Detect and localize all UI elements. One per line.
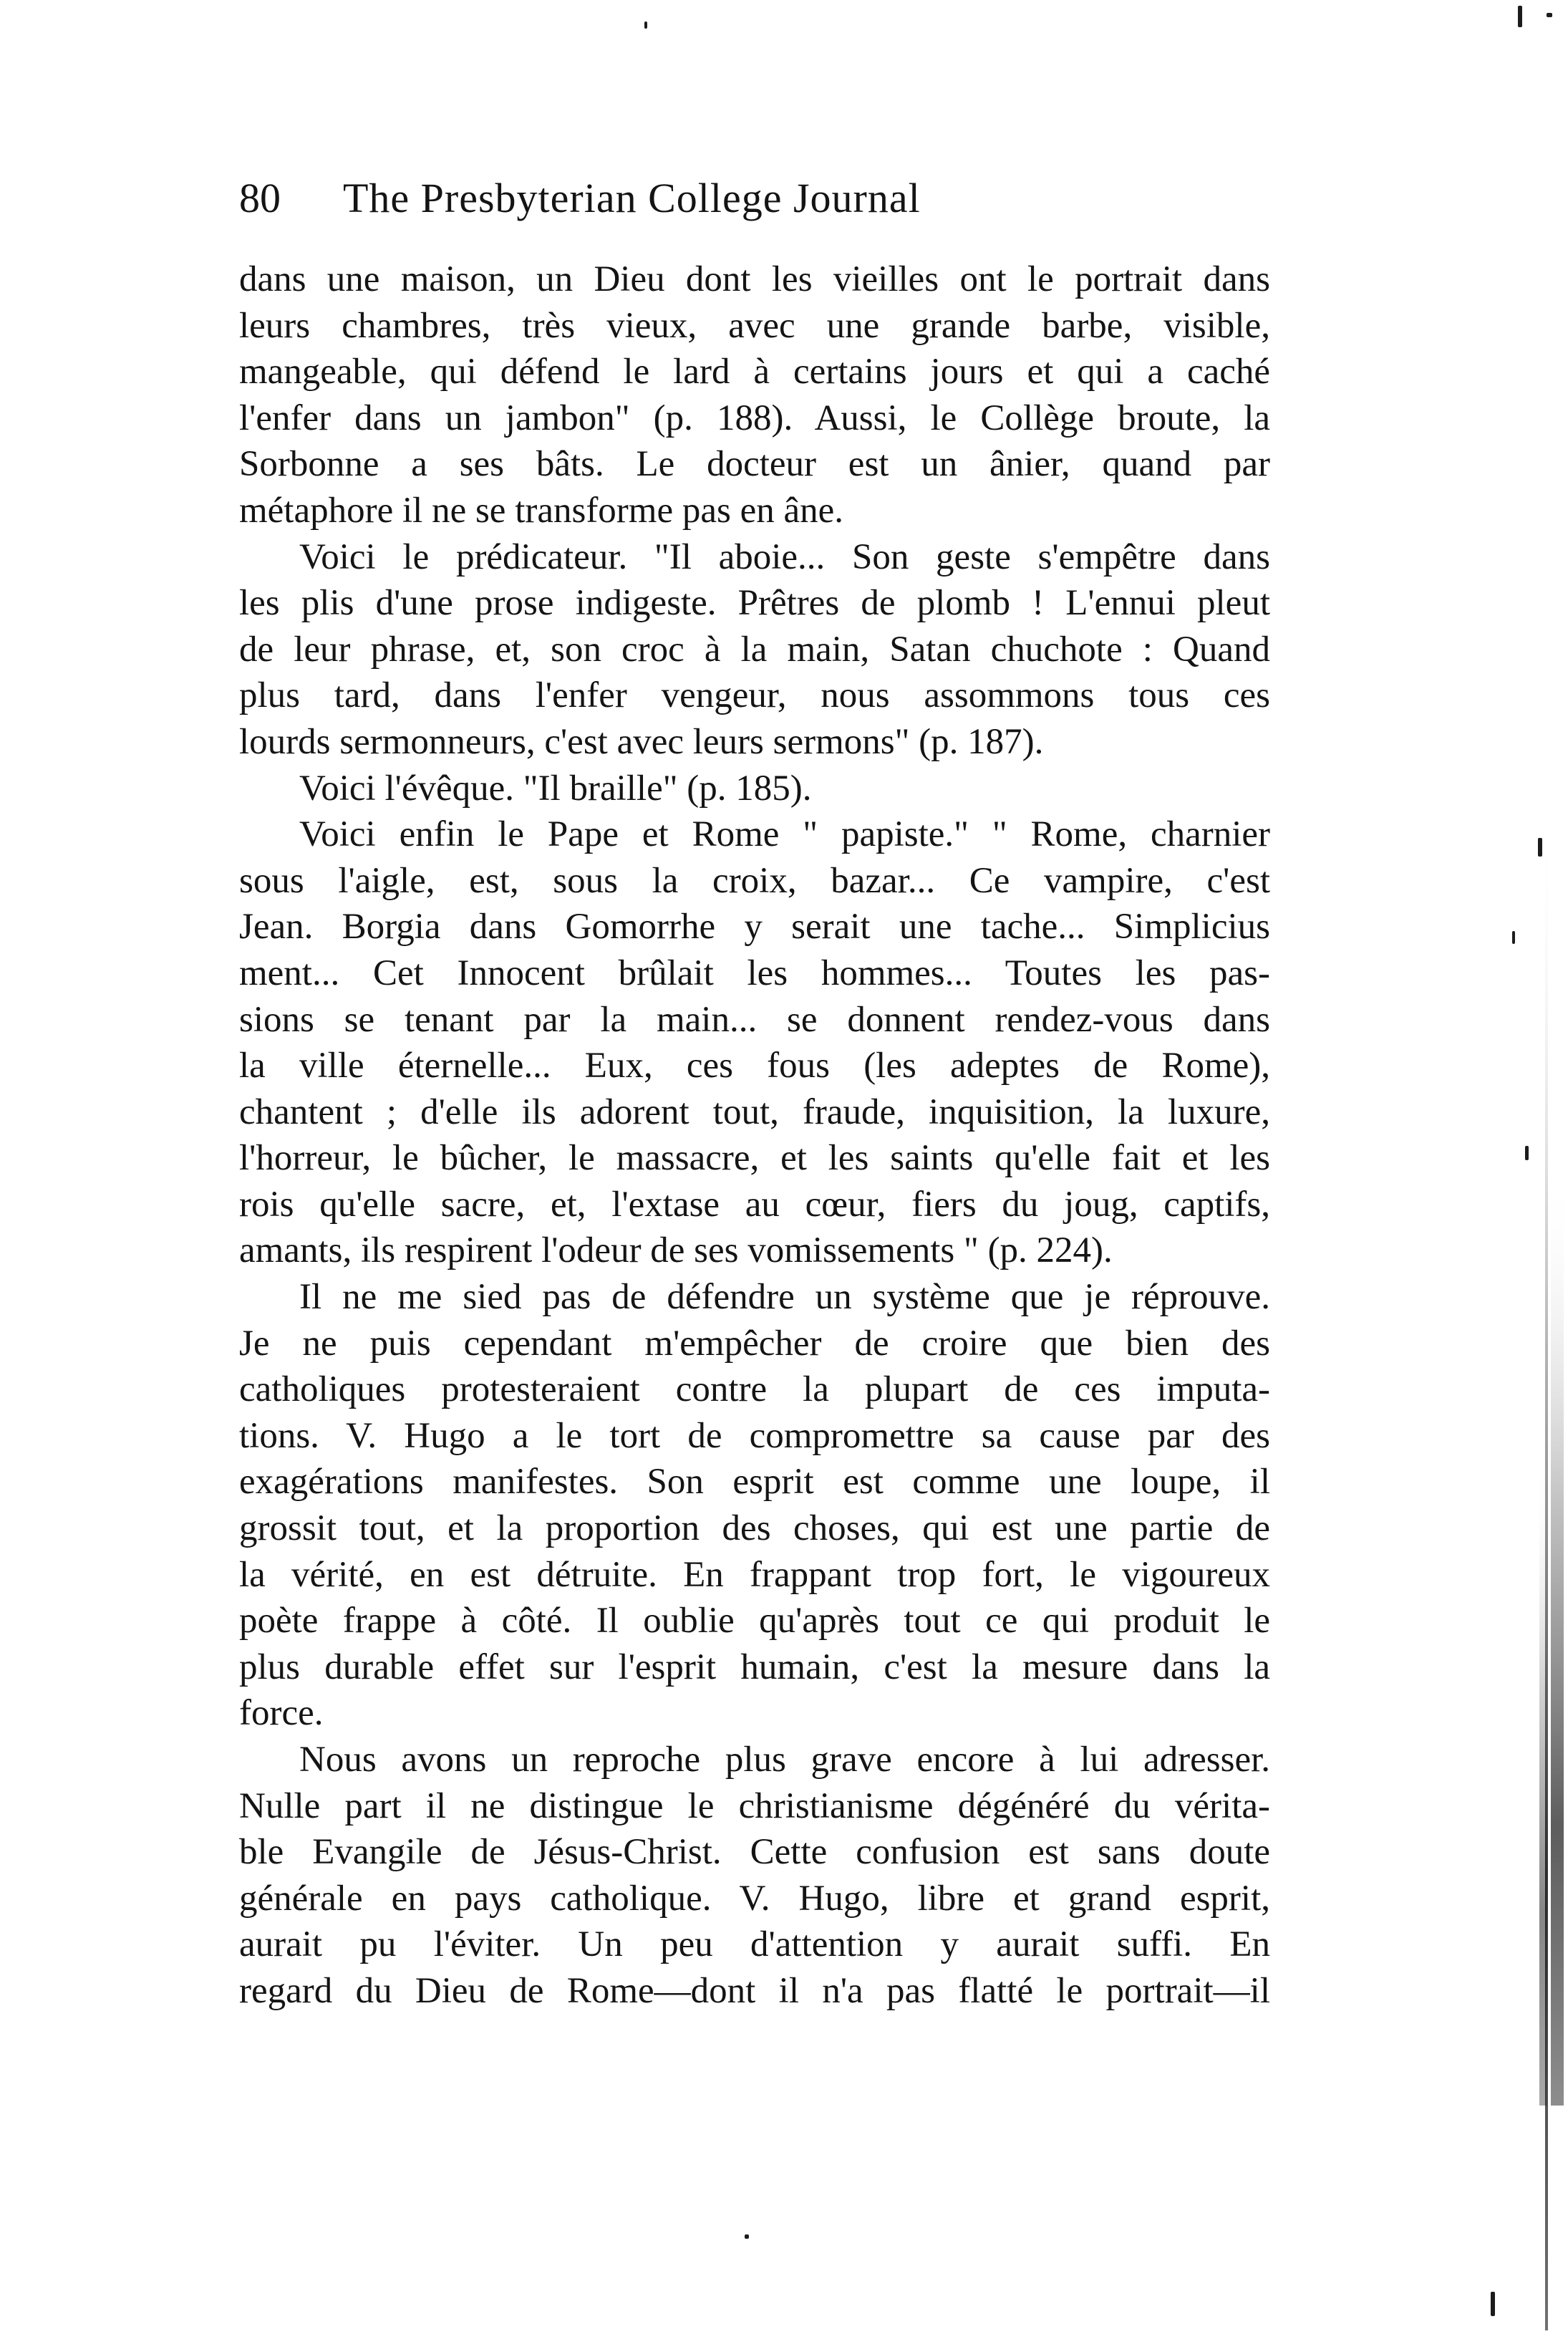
page-header (239, 166, 1270, 231)
text-line: force. (239, 1693, 324, 1734)
scan-speck (1547, 13, 1552, 17)
text-line: tions. V. Hugo a le tort de compromettre sa cause par des (239, 1415, 1270, 1456)
text-line: Il ne me sied pas de défendre un système que je réprouve. (299, 1277, 1270, 1318)
scan-speck (1518, 6, 1522, 27)
text-line: lourds sermonneurs, c'est avec leurs sermons" (p. 187). (239, 721, 1044, 762)
scanned-page-edge (1489, 816, 1568, 2330)
running-head: The Presbyterian College Journal (343, 175, 921, 221)
text-line: la vérité, en est détruite. En frappant trop fort, le vigoureux (239, 1554, 1270, 1595)
text-line: grossit tout, et la proportion des choses, qui est une partie de (239, 1508, 1270, 1549)
text-line: amants, ils respirent l'odeur de ses vomissements " (p. 224). (239, 1230, 1113, 1271)
text-line: mangeable, qui défend le lard à certains jours et qui a caché (239, 352, 1270, 392)
text-line: Nous avons un reproche plus grave encore à lui adresser. (299, 1740, 1270, 1780)
text-line: de leur phrase, et, son croc à la main, Satan chuchote : Quand (239, 629, 1270, 670)
text-line: ment... Cet Innocent brûlait les hommes... Toutes les pas- (239, 953, 1270, 993)
scan-speck (1491, 2292, 1495, 2316)
text-line: sions se tenant par la main... se donnent rendez-vous dans (239, 999, 1270, 1040)
text-line: Sorbonne a ses bâts. Le docteur est un ânier, quand par (239, 444, 1270, 485)
text-line: leurs chambres, très vieux, avec une grande barbe, visible, (239, 305, 1270, 346)
text-line: plus durable effet sur l'esprit humain, c'est la mesure dans la (239, 1646, 1270, 1687)
text-line: chantent ; d'elle ils adorent tout, fraude, inquisition, la luxure, (239, 1091, 1270, 1132)
text-line: générale en pays catholique. V. Hugo, libre et grand esprit, (239, 1878, 1270, 1919)
page-number: 80 (239, 175, 281, 221)
text-line: l'enfer dans un jambon" (p. 188). Aussi, le Collège broute, la (239, 397, 1270, 438)
scan-speck (1512, 931, 1515, 944)
text-line: rois qu'elle sacre, et, l'extase au cœur, fiers du joug, captifs, (239, 1184, 1270, 1225)
text-line: exagérations manifestes. Son esprit est comme une loupe, il (239, 1462, 1270, 1503)
page-edge-shadow (1489, 816, 1568, 2330)
text-line: Voici l'évêque. "Il braille" (p. 185). (299, 768, 812, 809)
text-line: poète frappe à côté. Il oublie qu'après tout ce qui produit le (239, 1601, 1270, 1641)
scan-speck (745, 2234, 749, 2239)
text-line: aurait pu l'éviter. Un peu d'attention y aurait suffi. En (239, 1924, 1270, 1965)
text-line: Je ne puis cependant m'empêcher de croire que bien des (239, 1323, 1270, 1364)
text-line: Voici enfin le Pape et Rome " papiste." " Rome, charnier (299, 814, 1270, 855)
text-line: catholiques protesteraient contre la plupart de ces imputa- (239, 1369, 1270, 1410)
text-line: la ville éternelle... Eux, ces fous (les adeptes de Rome), (239, 1046, 1270, 1086)
text-line: ble Evangile de Jésus-Christ. Cette confusion est sans doute (239, 1832, 1270, 1873)
text-line: sous l'aigle, est, sous la croix, bazar... Ce vampire, c'est (239, 860, 1270, 901)
text-line: regard du Dieu de Rome—dont il n'a pas flatté le portrait—il (239, 1970, 1270, 2011)
text-line: métaphore il ne se transforme pas en âne. (239, 490, 843, 531)
scan-speck (1525, 1146, 1529, 1160)
text-line: Voici le prédicateur. "Il aboie... Son geste s'empêtre dans (299, 536, 1270, 577)
scan-speck (644, 21, 647, 29)
text-line: Jean. Borgia dans Gomorrhe y serait une tache... Simplicius (239, 907, 1270, 947)
text-line: Nulle part il ne distingue le christianisme dégénéré du vérita- (239, 1785, 1270, 1826)
text-line: plus tard, dans l'enfer vengeur, nous assommons tous ces (239, 675, 1270, 716)
text-line: dans une maison, un Dieu dont les vieilles ont le portrait dans (239, 259, 1270, 299)
text-line: l'horreur, le bûcher, le massacre, et les saints qu'elle fait et les (239, 1138, 1270, 1179)
scan-speck (1538, 838, 1542, 857)
text-line: les plis d'une prose indigeste. Prêtres de plomb ! L'ennui pleut (239, 583, 1270, 624)
body-text (239, 256, 1270, 2015)
